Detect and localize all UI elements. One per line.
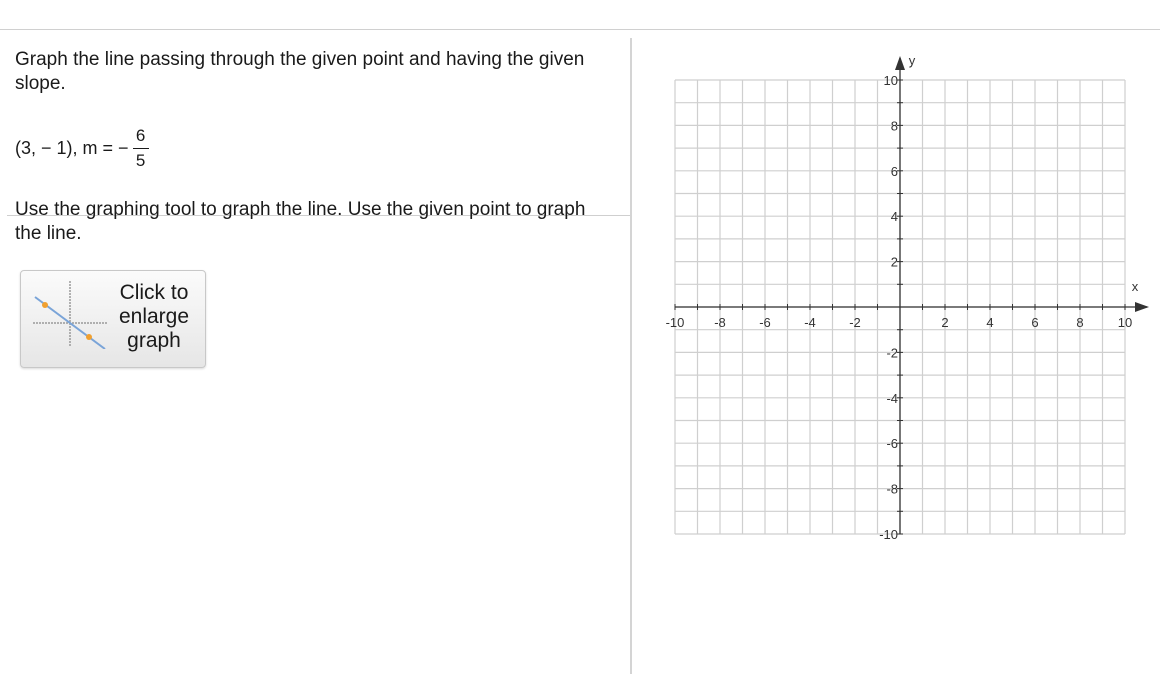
slope-denominator: 5 bbox=[135, 150, 146, 170]
slope-fraction bbox=[133, 126, 149, 171]
given-point-and-slope bbox=[15, 118, 149, 178]
slope-numerator: 6 bbox=[135, 125, 146, 145]
instruction-text: Use the graphing tool to graph the line. Use the given point to graph the line. bbox=[15, 199, 586, 244]
x-tick-label: 2 bbox=[941, 315, 949, 330]
y-tick-label: 10 bbox=[883, 73, 898, 88]
y-tick-label: -10 bbox=[879, 527, 898, 542]
panel-divider bbox=[630, 38, 632, 674]
y-tick-label: -4 bbox=[886, 390, 898, 406]
enlarge-graph-button[interactable] bbox=[20, 270, 206, 368]
x-tick-label: -8 bbox=[714, 315, 726, 330]
y-tick-label: 2 bbox=[890, 254, 898, 270]
x-axis-title: x bbox=[1131, 279, 1139, 294]
given-point-text: (3, − 1), m = − bbox=[15, 137, 129, 158]
y-axis-title: y bbox=[908, 53, 916, 68]
x-tick-label: 6 bbox=[1031, 315, 1039, 330]
x-tick-label: 4 bbox=[986, 315, 994, 330]
enlarge-button-label: Click to enlarge graph bbox=[118, 281, 190, 352]
y-tick-label: 4 bbox=[890, 209, 898, 225]
y-tick-label: 6 bbox=[890, 163, 898, 179]
x-axis-arrow bbox=[1135, 302, 1149, 312]
x-tick-label: 8 bbox=[1076, 315, 1084, 330]
question-prompt: Graph the line passing through the given point and having the given slope. bbox=[15, 49, 585, 94]
y-tick-label: -8 bbox=[886, 481, 898, 497]
y-tick-label: 8 bbox=[890, 118, 898, 134]
y-axis-arrow bbox=[895, 56, 905, 70]
y-tick-label: -2 bbox=[886, 345, 898, 361]
fraction-bar bbox=[133, 148, 149, 149]
x-tick-label: 10 bbox=[1117, 315, 1133, 330]
x-tick-label: -10 bbox=[665, 315, 685, 330]
x-tick-label: -6 bbox=[759, 315, 771, 330]
x-tick-label: -4 bbox=[804, 315, 816, 330]
question-panel bbox=[0, 30, 630, 674]
x-tick-label: -2 bbox=[849, 315, 861, 330]
line-graph-thumbnail-icon bbox=[29, 279, 111, 349]
coordinate-grid[interactable] bbox=[640, 40, 1155, 550]
y-tick-label: -6 bbox=[886, 436, 898, 452]
